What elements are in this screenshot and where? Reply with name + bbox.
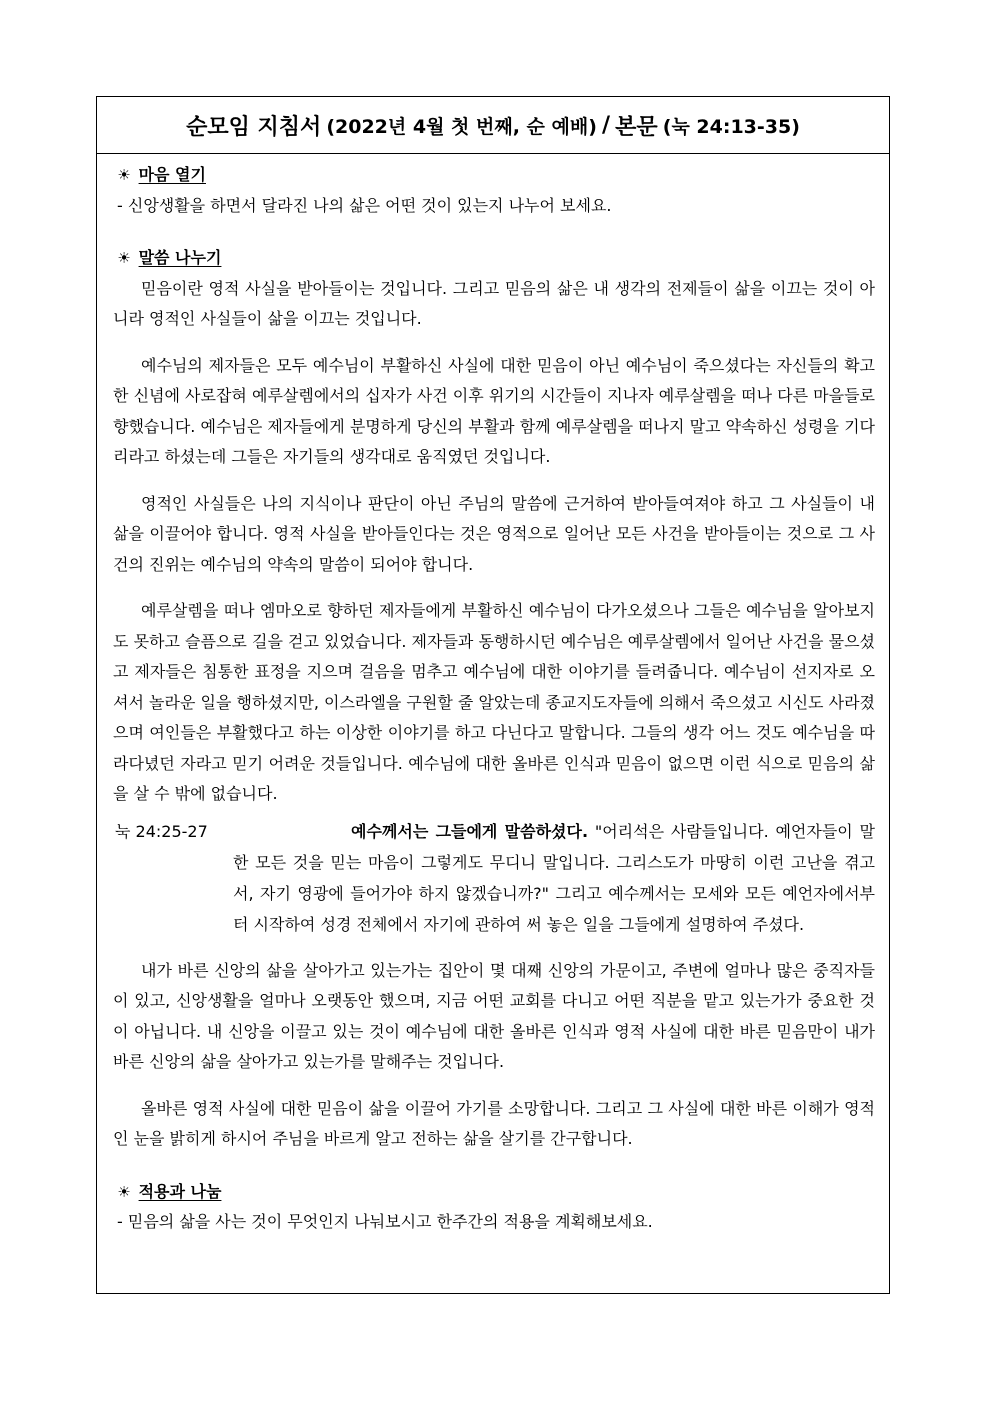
scripture-quote — [113, 816, 875, 940]
scripture-lead: 예수께서는 그들에게 말씀하셨다. — [351, 821, 589, 841]
word-paragraph: 예루살렘을 떠나 엠마오로 향하던 제자들에게 부활하신 예수님이 다가오셨으나 그들은 예수님을 알아보지도 못하고 슬픔으로 길을 걷고 있었습니다. 제자들과 동행하시던 예수님은 예루살렘에서 일어난 사건을 물으셨고 제자들은 침통한 표정을 지으며 걸음을 멈추고 예수님에 대한 이야기를 들려줍니다. 예수님이 선지자로 오셔서 놀라운 일을 행하셨지만, 이스라엘을 구원할 줄 알았는데 종교지도자들에 의해서 죽으셨고 시신도 사라졌으며 여인들은 부활했다고 하는 이상한 이야기를 하고 다닌다고 말합니다. 그들의 생각 어느 것도 예수님을 따라다녔던 자라고 믿기 어려운 것들입니다. 예수님에 대한 올바른 인식과 믿음이 없으면 이런 식으로 믿음의 삶을 살 수 밖에 없습니다. — [113, 601, 875, 803]
content — [97, 154, 889, 1238]
word-paragraph: 예수님의 제자들은 모두 예수님이 부활하신 사실에 대한 믿음이 아닌 예수님이 죽으셨다는 자신들의 확고한 신념에 사로잡혀 예루살렘에서의 십자가 사건 이후 위기의 시간들이 지나자 예루살렘을 떠나 다른 마을들로 향했습니다. 예수님은 제자들에게 분명하게 당신의 부활과 함께 예루살렘을 떠나지 말고 약속하신 성령을 기다리라고 하셨는데 그들은 자기들의 생각대로 움직였던 것입니다. — [113, 355, 875, 466]
word-heading-label: 말씀 나누기 — [138, 248, 222, 267]
opening-prompt: - 신앙생활을 하면서 달라진 나의 삶은 어떤 것이 있는지 나누어 보세요. — [117, 195, 612, 215]
sun-icon: ☀ — [117, 249, 131, 267]
worksheet-frame — [96, 96, 890, 1294]
word-paragraph: 내가 바른 신앙의 삶을 살아가고 있는가는 집안이 몇 대째 신앙의 가문이고, 주변에 얼마나 많은 중직자들이 있고, 신앙생활을 얼마나 오랫동안 했으며, 지금 어떤 교회를 다니고 어떤 직분을 맡고 있는가가 중요한 것이 아닙니다. 내 신앙을 이끌고 있는 것이 예수님에 대한 올바른 인식과 영적 사실에 대한 바른 믿음만이 내가 바른 신앙의 삶을 살아가고 있는가를 말해주는 것입니다. — [113, 960, 875, 1071]
section-heading-opening — [115, 160, 875, 191]
word-paragraph: 영적인 사실들은 나의 지식이나 판단이 아닌 주님의 말씀에 근거하여 받아들여져야 하고 그 사실들이 내 삶을 이끌어야 합니다. 영적 사실을 받아들인다는 것은 영적으로 일어난 모든 사건을 받아들이는 것으로 그 사건의 진위는 예수님의 약속의 말씀이 되어야 합니다. — [113, 493, 875, 574]
title-text-label: 본문 — [615, 114, 658, 140]
title-reference: (눅 24:13-35) — [662, 115, 800, 138]
word-paragraph: 믿음이란 영적 사실을 받아들이는 것입니다. 그리고 믿음의 삶은 내 생각의 전제들이 삶을 이끄는 것이 아니라 영적인 사실들이 삶을 이끄는 것입니다. — [113, 278, 875, 328]
title-date: (2022년 4월 첫 번째, 순 예배) — [326, 115, 597, 138]
title-row — [97, 97, 889, 154]
scripture-reference: 눅 24:25-27 — [115, 821, 208, 841]
scripture-text: "어리석은 사람들입니다. 예언자들이 말한 모든 것을 믿는 마음이 그렇게도 무디니 말입니다. 그리스도가 마땅히 이런 고난을 겪고서, 자기 영광에 들어가야 하지 않겠습니까?" 그리고 예수께서는 모세와 모든 예언자에서부터 시작하여 성경 전체에서 자기에 관하여 써 놓은 일을 그들에게 설명하여 주셨다. — [233, 821, 876, 934]
title-slash: / — [602, 112, 611, 138]
section-heading-application — [115, 1177, 875, 1208]
opening-heading-label: 마음 열기 — [138, 165, 206, 184]
application-prompt: - 믿음의 삶을 사는 것이 무엇인지 나눠보시고 한주간의 적용을 계획해보세요. — [117, 1212, 653, 1231]
page-title: 순모임 지침서 — [186, 114, 322, 140]
word-paragraph: 올바른 영적 사실에 대한 믿음이 삶을 이끌어 가기를 소망합니다. 그리고 그 사실에 대한 바른 이해가 영적인 눈을 밝히게 하시어 주님을 바르게 알고 전하는 삶을 살기를 간구합니다. — [113, 1098, 875, 1148]
sun-icon: ☀ — [117, 166, 131, 184]
scripture-body — [115, 816, 875, 940]
application-heading-label: 적용과 나눔 — [138, 1181, 222, 1201]
section-heading-word — [115, 243, 875, 274]
sun-icon: ☀ — [117, 1182, 131, 1201]
